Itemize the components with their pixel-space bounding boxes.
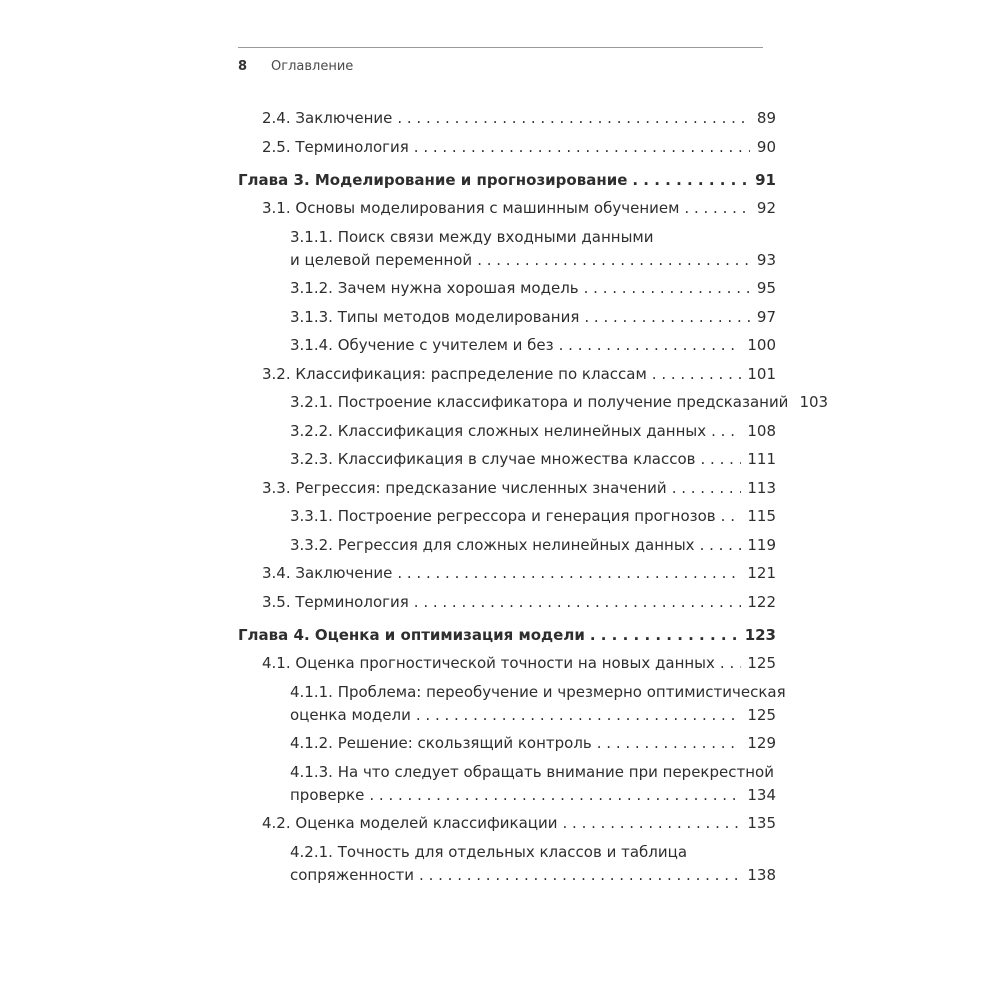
toc-entry-line [238, 812, 776, 835]
toc-page-number: 89 [756, 109, 776, 127]
toc-entry-line [238, 505, 776, 528]
toc-entry-title: 3.3.2. Регрессия для сложных нелинейных данных [290, 535, 695, 554]
toc-entry-title: 3.1.3. Типы методов моделирования [290, 307, 580, 326]
toc-leader-dots [701, 448, 742, 471]
toc-page-number: 115 [747, 507, 776, 525]
toc-entry [238, 391, 829, 414]
toc-entry-title: 3.1. Основы моделирования с машинным обучением [262, 199, 680, 217]
toc-leader-dots [700, 534, 742, 557]
running-head-title: Оглавление [271, 59, 354, 74]
toc-leader-dots [397, 562, 741, 585]
toc-page-number: 121 [747, 564, 776, 582]
toc-leader-dots [590, 624, 739, 647]
toc-entry-line [238, 704, 776, 727]
toc-leader-dots [584, 277, 750, 300]
toc-page-number: 103 [799, 393, 829, 411]
page-header [238, 47, 763, 75]
toc-leader-dots [720, 652, 741, 675]
toc-entry-line [238, 841, 776, 864]
toc-entry-title-continued: и целевой переменной [290, 250, 473, 269]
toc-leader-dots [559, 334, 742, 357]
toc-entry-title: Глава 4. Оценка и оптимизация модели [238, 625, 585, 644]
toc-entry-line [238, 334, 776, 357]
toc-entry-line [238, 197, 776, 220]
header-rule [238, 47, 763, 48]
toc-entry-title: 4.1.1. Проблема: переобучение и чрезмерно оптимистическая [290, 682, 786, 701]
toc-page-number: 97 [756, 307, 776, 326]
toc-entry-line [238, 448, 776, 471]
toc-entry-line [238, 169, 776, 192]
toc-entry-title: 2.5. Терминология [262, 137, 409, 156]
toc-leader-dots [597, 732, 742, 755]
toc-page-number: 111 [747, 450, 776, 468]
toc-entry [238, 277, 776, 300]
toc-entry [238, 812, 776, 835]
toc-entry-line [238, 306, 776, 329]
toc-page-number: 101 [747, 364, 776, 383]
toc-entry-title-continued: оценка модели [290, 705, 411, 724]
toc-leader-dots [563, 812, 742, 835]
running-head [238, 59, 763, 75]
toc-entry [238, 420, 776, 443]
toc-leader-dots [414, 136, 750, 159]
toc-page-number: 135 [747, 814, 776, 832]
toc-entry [238, 226, 776, 272]
toc-entry [238, 197, 776, 220]
toc-entry-title: 4.2. Оценка моделей классификации [262, 814, 558, 832]
toc-entry-line [238, 249, 776, 272]
toc-entry-title: 3.3.1. Построение регрессора и генерация прогнозов [290, 507, 716, 525]
toc-page-number: 92 [756, 199, 776, 217]
toc-leader-dots [416, 704, 741, 727]
toc-entry [238, 681, 786, 727]
toc-page-number: 93 [756, 250, 776, 269]
toc-leader-dots [419, 864, 741, 887]
toc-leader-dots [652, 363, 742, 386]
toc-page-number: 125 [747, 654, 776, 672]
toc-entry-line [238, 624, 776, 647]
toc-entry-line [238, 363, 776, 386]
toc-page-number: 138 [747, 865, 776, 884]
toc-entry-title: Глава 3. Моделирование и прогнозирование [238, 170, 628, 189]
toc-entry-line [238, 591, 776, 614]
toc-entry-line [238, 277, 776, 300]
toc-entry [238, 534, 776, 557]
toc-entry-title: 4.1.2. Решение: скользящий контроль [290, 734, 592, 752]
toc-chapter-heading [238, 169, 776, 192]
toc-entry-title: 3.3. Регрессия: предсказание численных значений [262, 478, 667, 497]
toc-leader-dots [672, 477, 742, 500]
toc-leader-dots [711, 420, 741, 443]
toc-entry-title: 3.1.1. Поиск связи между входными данными [290, 227, 654, 246]
toc-entry [238, 306, 776, 329]
toc-page-number: 134 [747, 785, 776, 804]
toc-page-number: 108 [747, 421, 776, 440]
toc-entry [238, 652, 776, 675]
toc-leader-dots [414, 591, 742, 614]
toc-page-number: 123 [744, 625, 776, 644]
toc-entry-line [238, 652, 776, 675]
toc-entry-title: 4.1.3. На что следует обращать внимание при перекрестной [290, 762, 774, 781]
toc-entry [238, 448, 776, 471]
toc-entry-title: 3.4. Заключение [262, 564, 393, 582]
toc-page-number: 90 [756, 137, 776, 156]
toc-leader-dots [684, 197, 750, 220]
toc-leader-dots [369, 784, 741, 807]
toc-entry-title: 3.1.2. Зачем нужна хорошая модель [290, 279, 579, 297]
toc-entry [238, 136, 776, 159]
toc-entry [238, 562, 776, 585]
toc-entry [238, 334, 776, 357]
toc-entry-title: 3.5. Терминология [262, 592, 409, 611]
toc-page-number: 95 [756, 279, 776, 297]
toc-entry-title: 3.1.4. Обучение с учителем и без [290, 336, 554, 354]
toc-leader-dots [721, 505, 742, 528]
toc-entry-title: 4.2.1. Точность для отдельных классов и таблица [290, 842, 688, 861]
toc-entry [238, 477, 776, 500]
toc-entry [238, 841, 776, 887]
toc-entry [238, 761, 776, 807]
toc-entry-line [238, 391, 829, 414]
toc-page-number: 122 [747, 592, 776, 611]
toc-entry-line [238, 226, 776, 249]
toc-page-number: 125 [747, 705, 776, 724]
toc-entry-line [238, 784, 776, 807]
toc-entry-line [238, 420, 776, 443]
toc-entry-title: 3.2.2. Классификация сложных нелинейных данных [290, 421, 707, 440]
toc-entry-title: 2.4. Заключение [262, 109, 393, 127]
toc-entry-line [238, 107, 776, 130]
toc-entry [238, 363, 776, 386]
toc-entry-title: 3.2. Классификация: распределение по классам [262, 364, 647, 383]
toc-entry-line [238, 864, 776, 887]
toc-list [238, 107, 829, 892]
toc-leader-dots [477, 249, 750, 272]
toc-entry-title: 4.1. Оценка прогностической точности на новых данных [262, 654, 715, 672]
toc-page-number: 100 [747, 336, 776, 354]
toc-entry-line [238, 136, 776, 159]
toc-page-number: 119 [747, 535, 776, 554]
toc-leader-dots [632, 169, 749, 192]
toc-entry [238, 107, 776, 130]
toc-entry-line [238, 681, 786, 704]
toc-entry-title: 3.2.3. Классификация в случае множества классов [290, 450, 696, 468]
toc-page-number: 91 [755, 170, 776, 189]
toc-entry-line [238, 562, 776, 585]
toc-entry [238, 591, 776, 614]
toc-entry-title-continued: проверке [290, 785, 365, 804]
toc-entry-title: 3.2.1. Построение классификатора и получение предсказаний [290, 393, 789, 411]
toc-leader-dots [397, 107, 750, 130]
toc-chapter-heading [238, 624, 776, 647]
toc-entry-line [238, 732, 776, 755]
toc-entry [238, 505, 776, 528]
toc-page-number: 113 [747, 478, 776, 497]
toc-entry [238, 732, 776, 755]
toc-entry-line [238, 477, 776, 500]
toc-leader-dots [584, 306, 750, 329]
toc-entry-title-continued: сопряженности [290, 865, 415, 884]
page-number: 8 [238, 59, 248, 74]
toc-entry-line [238, 534, 776, 557]
toc-page-number: 129 [747, 734, 776, 752]
toc-entry-line [238, 761, 776, 784]
